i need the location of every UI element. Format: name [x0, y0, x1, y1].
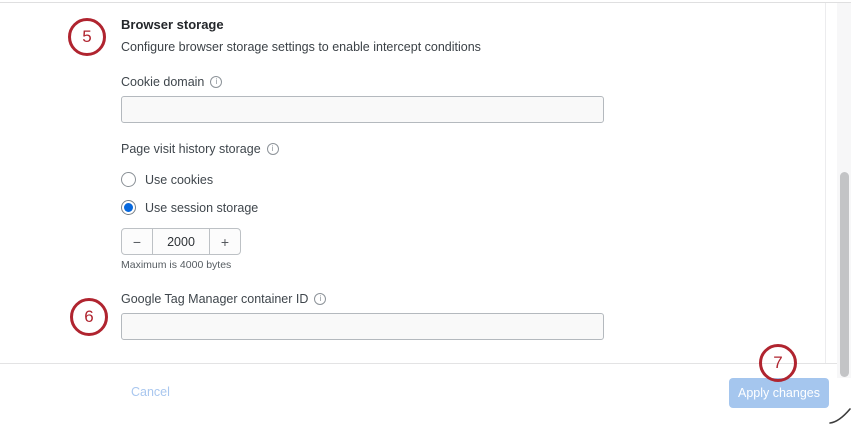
radio-label[interactable]: Use session storage	[145, 200, 259, 215]
gtm-container-label-row	[121, 292, 326, 306]
annotation-number: 6	[84, 307, 94, 326]
info-icon[interactable]: i	[267, 143, 279, 155]
scrollbar-thumb[interactable]	[840, 172, 849, 377]
annotation-number: 5	[82, 27, 92, 46]
section-description: Configure browser storage settings to enable intercept conditions	[121, 40, 481, 54]
page-visit-storage-label-row	[121, 142, 279, 156]
annotation-number: 7	[773, 353, 783, 372]
info-icon[interactable]: i	[210, 76, 222, 88]
stepper-increment-button[interactable]: +	[209, 229, 240, 254]
cancel-button[interactable]: Cancel	[131, 385, 170, 399]
radio-option-use-session-storage[interactable]	[121, 200, 258, 215]
section-title: Browser storage	[121, 17, 224, 32]
panel-edge-divider	[825, 3, 826, 363]
session-storage-size-stepper	[121, 228, 241, 255]
page-visit-storage-label: Page visit history storage	[121, 142, 261, 156]
top-divider	[0, 2, 851, 3]
annotation-circle-6	[70, 298, 108, 336]
apply-changes-button[interactable]: Apply changes	[729, 378, 829, 408]
cookie-domain-label: Cookie domain	[121, 75, 205, 89]
radio-option-use-cookies[interactable]	[121, 172, 213, 187]
radio-label[interactable]: Use cookies	[145, 172, 214, 187]
annotation-circle-5	[68, 18, 106, 56]
gtm-container-label: Google Tag Manager container ID	[121, 292, 309, 306]
cookie-domain-label-row	[121, 75, 222, 89]
cookie-domain-input[interactable]	[121, 96, 604, 123]
gtm-container-input[interactable]	[121, 313, 604, 340]
stepper-value-input[interactable]	[153, 229, 209, 254]
radio-dot	[124, 203, 133, 212]
annotation-circle-7	[759, 344, 797, 382]
radio-button[interactable]	[121, 172, 136, 187]
info-icon[interactable]: i	[314, 293, 326, 305]
footer-divider	[0, 363, 838, 364]
radio-button[interactable]	[121, 200, 136, 215]
stepper-helper-text: Maximum is 4000 bytes	[121, 259, 232, 271]
annotation-pen-stroke	[829, 407, 851, 425]
stepper-decrement-button[interactable]: −	[122, 229, 153, 254]
